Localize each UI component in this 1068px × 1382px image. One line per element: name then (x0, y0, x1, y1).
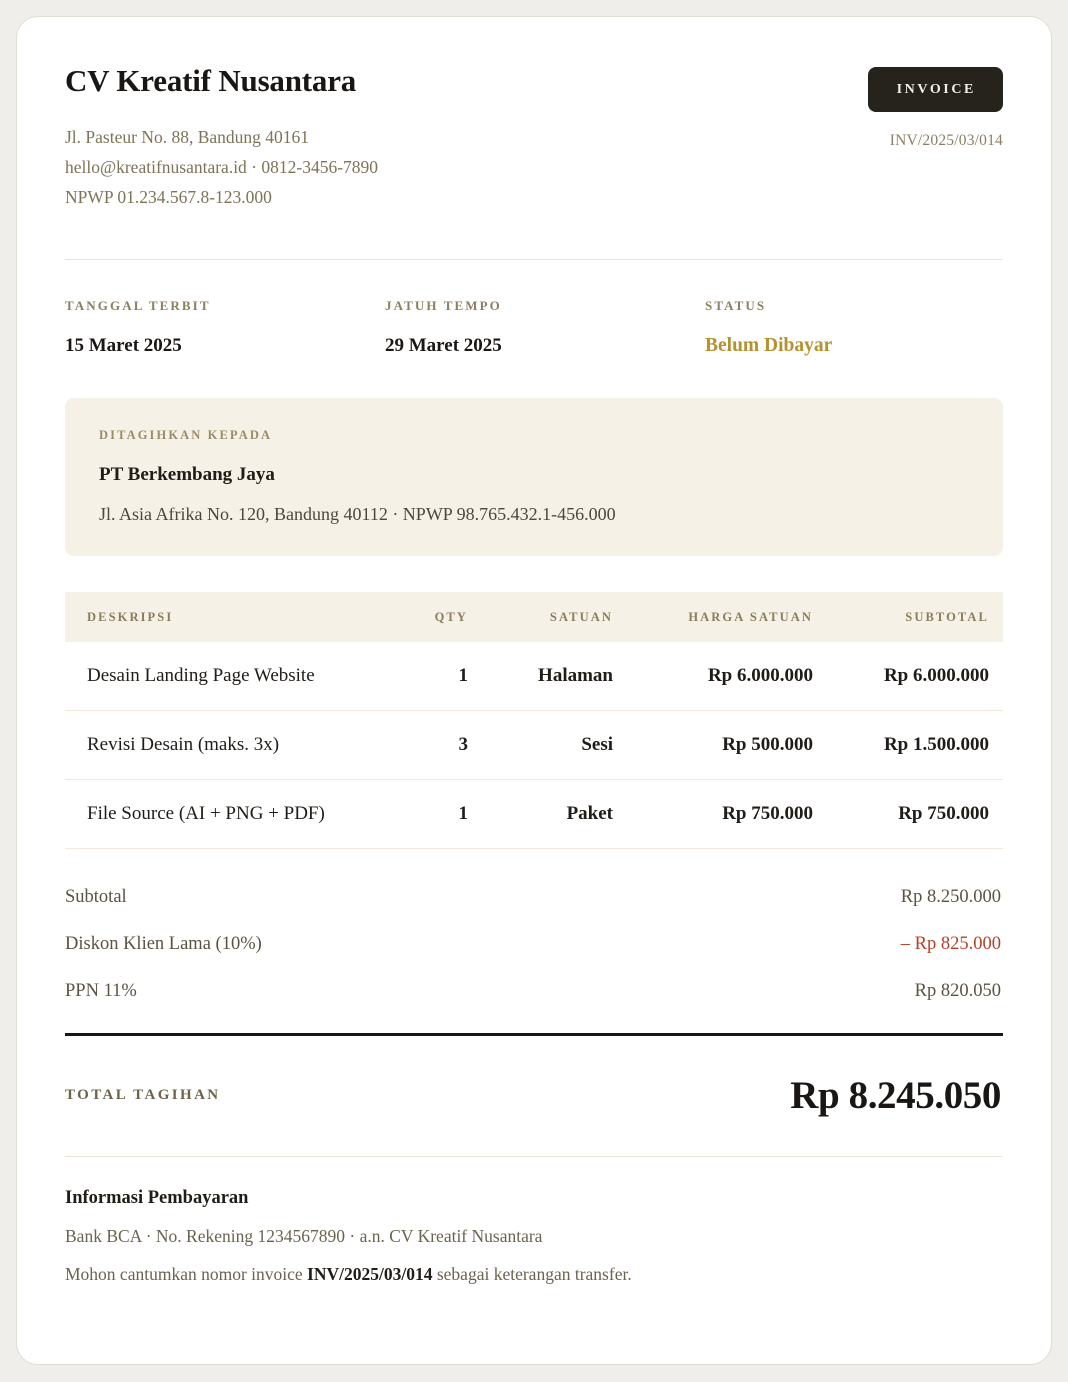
invoice-identity-block (868, 63, 1003, 150)
issuer-contact-block (65, 122, 378, 212)
bill-to-label: DITAGIHKAN KEPADA (99, 427, 273, 442)
status-label: STATUS (705, 297, 767, 313)
invoice-type-badge: INVOICE (868, 67, 1003, 112)
tax-value: Rp 820.050 (914, 980, 1001, 1001)
item-qty: 1 (358, 779, 468, 848)
discount-label: Diskon Klien Lama (10%) (65, 933, 262, 954)
item-unit-price: Rp 500.000 (613, 710, 813, 779)
due-date-field (385, 298, 705, 357)
line-items-table (65, 592, 1003, 849)
company-name: CV Kreatif Nusantara (65, 63, 357, 98)
column-header-unit-price: HARGA SATUAN (613, 592, 813, 642)
discount-value: – Rp 825.000 (900, 933, 1001, 954)
payment-info-title: Informasi Pembayaran (65, 1187, 249, 1208)
column-header-unit: SATUAN (468, 592, 613, 642)
bill-to-address: Jl. Asia Afrika No. 120, Bandung 40112 · NPWP 98.765.432.1-456.000 (99, 503, 616, 524)
subtotal-row (65, 874, 1003, 921)
payment-note-suffix: sebagai keterangan transfer. (432, 1263, 632, 1284)
due-date-label: JATUH TEMPO (385, 297, 502, 313)
status-field (705, 298, 1003, 357)
issuer-contact: hello@kreatifnusantara.id · 0812-3456-7890 (65, 156, 379, 177)
item-description: Revisi Desain (maks. 3x) (65, 710, 358, 779)
issue-date-field (65, 298, 385, 357)
invoice-card (16, 16, 1052, 1365)
line-items-body (65, 642, 1003, 849)
item-qty: 1 (358, 642, 468, 711)
totals-section (65, 874, 1003, 1015)
item-unit-price: Rp 750.000 (613, 779, 813, 848)
item-unit: Sesi (468, 710, 613, 779)
table-header-row (65, 592, 1003, 642)
issuer-block (65, 63, 378, 212)
issuer-npwp: NPWP 01.234.567.8-123.000 (65, 186, 272, 207)
item-unit: Halaman (468, 642, 613, 711)
column-header-description: DESKRIPSI (65, 592, 358, 642)
grand-total-value: Rp 8.245.050 (790, 1073, 1001, 1117)
table-row (65, 710, 1003, 779)
item-unit: Paket (468, 779, 613, 848)
line-items-header (65, 592, 1003, 642)
payment-bank-line: Bank BCA · No. Rekening 1234567890 · a.n. CV Kreatif Nusantara (65, 1225, 543, 1246)
subtotal-value: Rp 8.250.000 (900, 886, 1001, 907)
grand-total-row (65, 1036, 1003, 1156)
invoice-meta-row (65, 260, 1003, 357)
status-badge: Belum Dibayar (705, 334, 833, 356)
issue-date-value: 15 Maret 2025 (65, 334, 182, 356)
payment-info-section (65, 1157, 1003, 1285)
subtotal-label: Subtotal (65, 886, 127, 907)
due-date-value: 29 Maret 2025 (385, 334, 502, 356)
item-subtotal: Rp 750.000 (813, 779, 1003, 848)
discount-row (65, 921, 1003, 968)
payment-note-invoice-number: INV/2025/03/014 (307, 1263, 433, 1284)
payment-note-prefix: Mohon cantumkan nomor invoice (65, 1263, 308, 1284)
bill-to-name: PT Berkembang Jaya (99, 463, 275, 485)
tax-label: PPN 11% (65, 980, 137, 1001)
item-subtotal: Rp 6.000.000 (813, 642, 1003, 711)
issue-date-label: TANGGAL TERBIT (65, 297, 211, 313)
column-header-subtotal: SUBTOTAL (813, 592, 1003, 642)
issuer-address: Jl. Pasteur No. 88, Bandung 40161 (65, 126, 310, 147)
table-row (65, 779, 1003, 848)
bill-to-panel (65, 398, 1003, 556)
table-row (65, 642, 1003, 711)
grand-total-label: TOTAL TAGIHAN (65, 1086, 221, 1103)
column-header-qty: QTY (358, 592, 468, 642)
tax-row (65, 968, 1003, 1015)
invoice-number: INV/2025/03/014 (889, 132, 1003, 149)
invoice-header (65, 63, 1003, 212)
item-subtotal: Rp 1.500.000 (813, 710, 1003, 779)
item-description: Desain Landing Page Website (65, 642, 358, 711)
item-description: File Source (AI + PNG + PDF) (65, 779, 358, 848)
item-qty: 3 (358, 710, 468, 779)
payment-note-line (65, 1264, 1003, 1285)
item-unit-price: Rp 6.000.000 (613, 642, 813, 711)
